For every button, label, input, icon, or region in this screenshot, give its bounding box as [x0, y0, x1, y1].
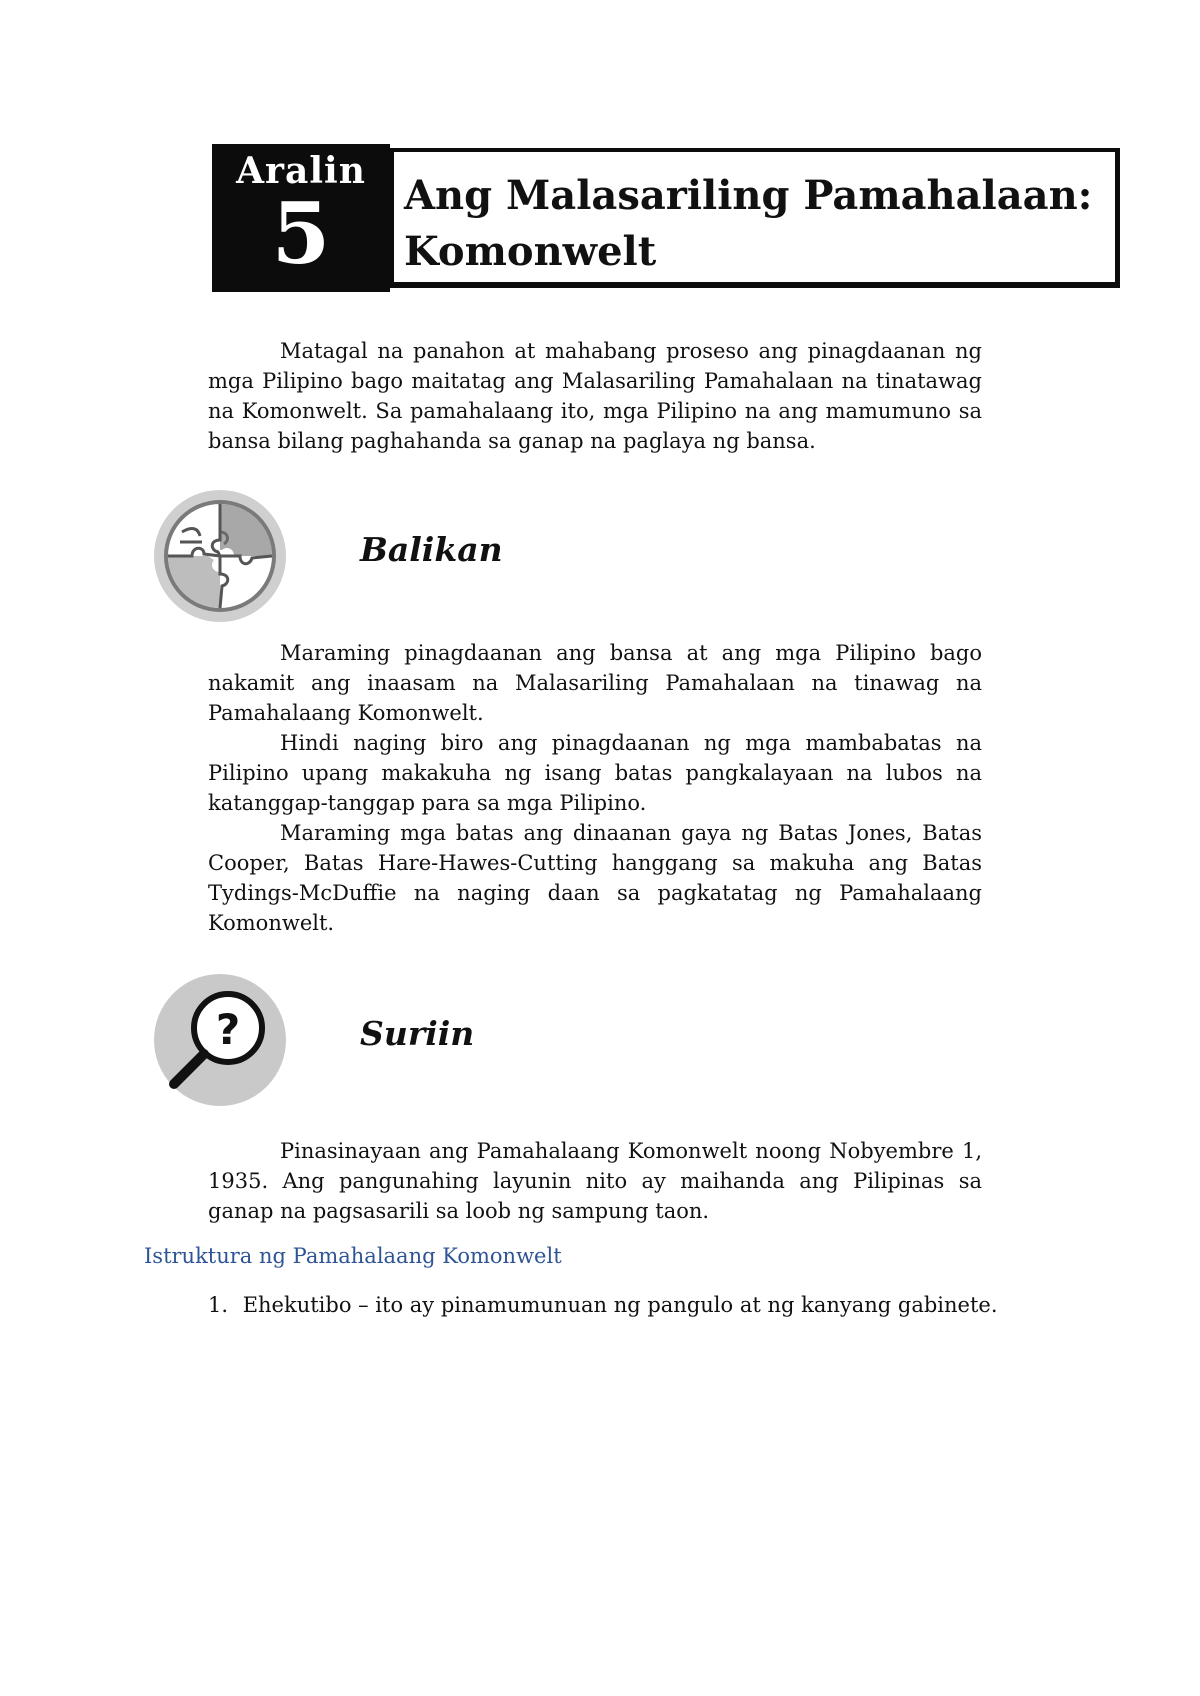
istruktura-subheading: Istruktura ng Pamahalaang Komonwelt — [144, 1244, 562, 1268]
suriin-paragraph: Pinasinayaan ang Pamahalaang Komonwelt noong Nobyembre 1, 1935. Ang pangunahing layunin nito ay maihanda ang Pilipinas sa ganap na pagsasarili sa loob ng sampung taon. — [208, 1139, 982, 1223]
magnifier-question-icon — [152, 972, 288, 1108]
list-item-number: 1. — [208, 1293, 229, 1317]
lesson-title-line1: Ang Malasariling Pamahalaan: — [404, 172, 1093, 219]
list-item — [208, 1290, 998, 1320]
lesson-header — [212, 144, 1128, 298]
puzzle-icon — [152, 488, 288, 624]
svg-text:?: ? — [215, 1005, 241, 1054]
suriin-title: Suriin — [360, 1014, 475, 1053]
lesson-number: 5 — [271, 184, 331, 283]
balikan-title: Balikan — [360, 530, 503, 569]
lesson-number-box — [212, 144, 390, 292]
lesson-title-line2: Komonwelt — [404, 228, 657, 275]
list-item-text: Ehekutibo – ito ay pinamumunuan ng pangulo at ng kanyang gabinete. — [242, 1293, 998, 1317]
intro-paragraph: Matagal na panahon at mahabang proseso ang pinagdaanan ng mga Pilipino bago maitatag ang Malasariling Pamahalaan na tinatawag na Komonwelt. Sa pamahalaang ito, mga Pilipino na ang mamumuno sa bansa bilang paghahanda sa ganap na paglaya ng bansa. — [208, 339, 982, 453]
balikan-paragraph-3: Maraming mga batas ang dinaanan gaya ng Batas Jones, Batas Cooper, Batas Hare-Hawes-Cutting hanggang sa makuha ang Batas Tydings-McDuffie na naging daan sa pagkatatag ng Pamahalaang Komonwelt. — [208, 821, 982, 935]
lesson-title-box — [390, 148, 1120, 288]
balikan-paragraph-2: Hindi naging biro ang pinagdaanan ng mga mambabatas na Pilipino upang makakuha ng isang batas pangkalayaan na lubos na katanggap-tanggap para sa mga Pilipino. — [208, 731, 982, 815]
lesson-label: Aralin — [236, 150, 366, 192]
balikan-paragraph-1: Maraming pinagdaanan ang bansa at ang mga Pilipino bago nakamit ang inaasam na Malasariling Pamahalaan na tinawag na Pamahalaang Komonwelt. — [208, 641, 982, 725]
